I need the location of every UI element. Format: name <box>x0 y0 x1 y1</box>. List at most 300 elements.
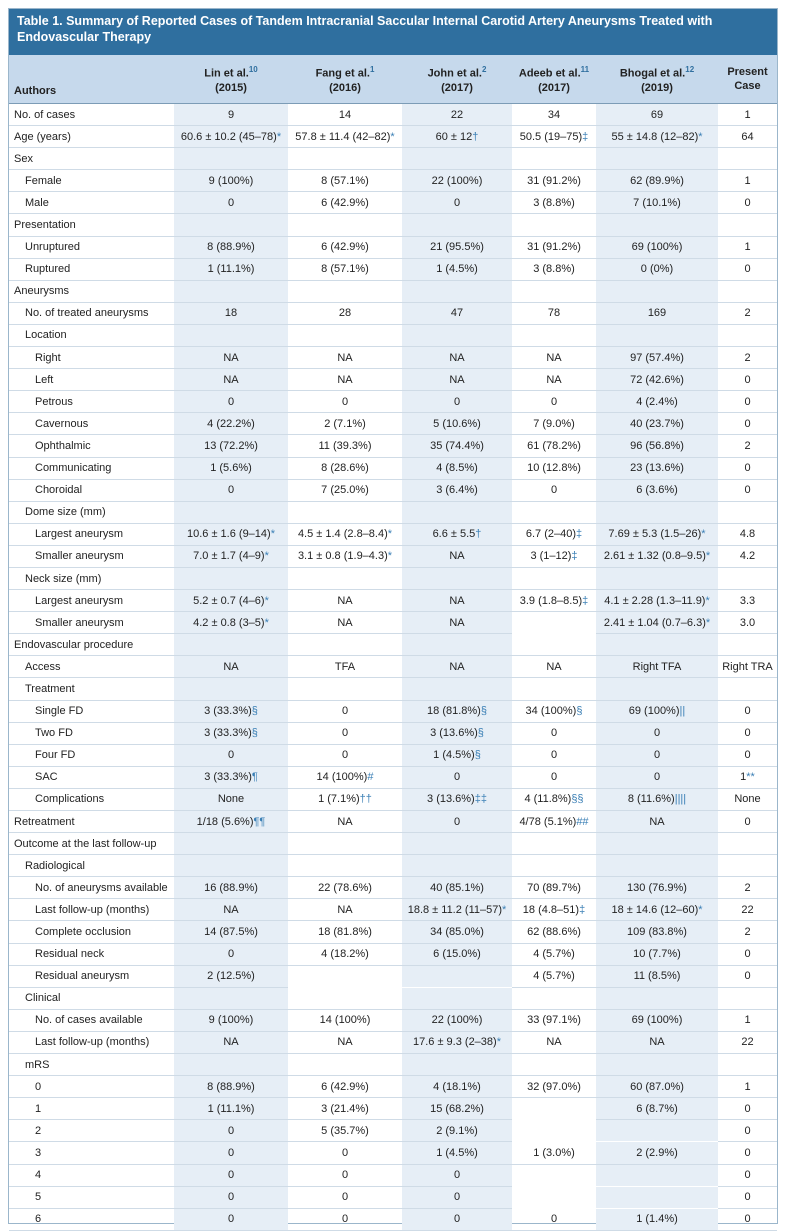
table-cell <box>512 369 596 391</box>
table-cell <box>718 722 777 744</box>
footnote-mark: ¶ <box>251 771 258 784</box>
table-cell <box>174 943 288 965</box>
footnote-mark: ‡ <box>582 130 589 143</box>
table-cell <box>718 435 777 457</box>
cell-value: 8 (88.9%) <box>207 1080 255 1093</box>
cell-value: 62 (89.9%) <box>630 174 684 187</box>
table-cell <box>512 501 596 523</box>
table-cell <box>596 1142 718 1164</box>
table-cell <box>288 413 402 435</box>
table-cell <box>174 634 288 656</box>
table-cell <box>288 192 402 214</box>
table-row <box>9 435 777 457</box>
table-cell <box>174 590 288 612</box>
table-cell <box>596 899 718 921</box>
cell-value: 18 <box>224 307 238 320</box>
table-cell <box>174 302 288 324</box>
footnote-mark: †† <box>359 793 372 806</box>
table-cell <box>174 766 288 788</box>
table-cell <box>718 1142 777 1164</box>
table-cell <box>402 479 512 501</box>
cell-value: TFA <box>334 660 356 673</box>
table-cell <box>174 479 288 501</box>
cell-value: 8 (57.1%) <box>321 174 369 187</box>
table-row <box>9 347 777 369</box>
table-cell <box>596 700 718 722</box>
header-name: Authors <box>14 85 57 97</box>
cell-value: 1 (7.1%) <box>318 793 360 806</box>
table-cell <box>174 811 288 833</box>
cell-value: 2 <box>744 439 751 452</box>
table-cell <box>596 479 718 501</box>
row-label: Left <box>9 369 174 391</box>
cell-value: 0 <box>550 749 558 762</box>
cell-value: NA <box>649 815 665 828</box>
cell-value: 1 (3.0%) <box>533 1146 575 1159</box>
table-cell <box>402 280 512 302</box>
cell-value: 2 (7.1%) <box>324 417 366 430</box>
row-label: Aneurysms <box>9 280 174 302</box>
cell-value: 1 <box>744 1014 751 1027</box>
table-row <box>9 170 777 192</box>
row-label: 1 <box>9 1098 174 1120</box>
table-cell <box>718 612 777 634</box>
table-row <box>9 280 777 302</box>
table-cell <box>402 1142 512 1164</box>
cell-value: 0 <box>744 1213 751 1226</box>
cell-value: 0 <box>744 705 751 718</box>
cell-value: 10.6 ± 1.6 (9–14) <box>187 528 271 541</box>
table-cell <box>512 457 596 479</box>
table-cell <box>718 347 777 369</box>
table-cell <box>512 479 596 501</box>
table-cell <box>596 943 718 965</box>
table-cell <box>596 324 718 346</box>
table-cell <box>718 590 777 612</box>
table-cell <box>288 833 402 855</box>
table-cell <box>596 236 718 258</box>
table-cell <box>174 523 288 545</box>
table-cell <box>174 501 288 523</box>
footnote-mark: § <box>480 705 487 718</box>
cell-value: 130 (76.9%) <box>627 881 687 894</box>
cell-value: Right TFA <box>632 660 682 673</box>
table-cell <box>718 302 777 324</box>
table-cell <box>174 369 288 391</box>
table-cell <box>288 766 402 788</box>
header-year: (2017) <box>441 81 473 94</box>
table-cell <box>174 855 288 877</box>
header-name: Adeeb et al. <box>518 67 581 80</box>
cell-value: 18 (81.8%) <box>318 926 372 939</box>
table-cell <box>596 1164 718 1186</box>
cell-value: NA <box>649 1036 665 1049</box>
table-row <box>9 214 777 236</box>
table-cell <box>288 214 402 236</box>
table-row <box>9 1186 777 1208</box>
cell-value: 3 (33.3%) <box>204 771 252 784</box>
table-cell <box>718 1098 777 1120</box>
cell-value: 1 <box>744 108 751 121</box>
table-cell <box>288 302 402 324</box>
cell-value: 0 <box>744 1169 751 1182</box>
header-ref: 12 <box>685 65 695 75</box>
cell-value: NA <box>337 594 353 607</box>
cell-value: 23 (13.6%) <box>630 462 684 475</box>
cell-value: 1 (4.5%) <box>436 1146 478 1159</box>
cell-value: 0 <box>550 727 558 740</box>
table-cell <box>402 545 512 567</box>
table-cell <box>596 855 718 877</box>
footnote-mark: * <box>264 616 269 629</box>
table-cell <box>596 523 718 545</box>
cell-value: 7.69 ± 5.3 (1.5–26) <box>608 528 702 541</box>
cell-value: 1 <box>744 174 751 187</box>
cell-value: 0 <box>744 417 751 430</box>
table-cell <box>174 280 288 302</box>
cell-value: 8 (88.9%) <box>207 241 255 254</box>
cell-value: 6.7 (2–40) <box>525 528 577 541</box>
header-year: (2017) <box>538 81 570 94</box>
cell-value: 0 <box>453 771 461 784</box>
cell-value: 7 (10.1%) <box>633 196 681 209</box>
table-row <box>9 766 777 788</box>
table-cell <box>512 104 596 126</box>
table-cell <box>402 567 512 589</box>
table-cell <box>174 987 288 1009</box>
cell-value: 0 <box>227 1124 235 1137</box>
cell-value: 18 (81.8%) <box>427 705 481 718</box>
cell-value: 0 <box>453 815 461 828</box>
table-cell <box>174 833 288 855</box>
cell-value: 0 <box>341 1213 349 1226</box>
table-row <box>9 744 777 766</box>
table-row <box>9 1120 777 1142</box>
footnote-mark: * <box>264 594 269 607</box>
table-cell <box>402 722 512 744</box>
table-cell <box>718 1164 777 1186</box>
table-cell <box>174 612 288 634</box>
cell-value: 1 (11.1%) <box>207 263 255 276</box>
cell-value: 2 (12.5%) <box>207 970 255 983</box>
table-cell <box>512 280 596 302</box>
cell-value: 60.6 ± 10.2 (45–78) <box>180 130 277 143</box>
table-cell <box>512 722 596 744</box>
table-cell <box>596 1208 718 1230</box>
cell-value: 0 <box>453 1213 461 1226</box>
cell-value: 62 (88.6%) <box>527 926 581 939</box>
table-cell <box>402 1031 512 1053</box>
table-cell <box>402 413 512 435</box>
cell-value: 0 <box>227 484 235 497</box>
cell-value: 5.2 ± 0.7 (4–6) <box>193 594 265 607</box>
table-cell <box>402 324 512 346</box>
table-cell <box>288 987 402 1009</box>
row-label: 2 <box>9 1120 174 1142</box>
table-cell <box>596 833 718 855</box>
row-label: Four FD <box>9 744 174 766</box>
cell-value: 6 (8.7%) <box>636 1102 678 1115</box>
footnote-mark: ‡ <box>571 550 578 563</box>
cell-value: 4 (18.2%) <box>321 948 369 961</box>
cell-value: 4 (5.7%) <box>533 970 575 983</box>
row-label: Radiological <box>9 855 174 877</box>
table-cell <box>288 788 402 810</box>
table-cell <box>402 1164 512 1186</box>
table-cell <box>402 1208 512 1230</box>
table-cell <box>512 987 596 1009</box>
table-row <box>9 236 777 258</box>
table-cell <box>288 943 402 965</box>
cell-value: 34 (85.0%) <box>430 926 484 939</box>
table-cell <box>718 104 777 126</box>
table-cell <box>174 236 288 258</box>
table-cell <box>512 413 596 435</box>
cell-value: 78 <box>547 307 561 320</box>
row-label: No. of cases <box>9 104 174 126</box>
cell-value: 14 <box>338 108 352 121</box>
row-label: Access <box>9 656 174 678</box>
table-cell <box>402 612 512 634</box>
table-cell <box>596 1076 718 1098</box>
footnote-mark: § <box>251 705 258 718</box>
table-cell <box>402 656 512 678</box>
footnote-mark: § <box>251 727 258 740</box>
cell-value: NA <box>223 373 239 386</box>
cell-value: 9 (100%) <box>208 174 254 187</box>
table-cell <box>402 788 512 810</box>
table-cell <box>288 457 402 479</box>
table-row <box>9 833 777 855</box>
table-cell <box>402 347 512 369</box>
row-label: Location <box>9 324 174 346</box>
table-cell <box>718 413 777 435</box>
table-cell <box>174 1098 288 1120</box>
cell-value: 2 <box>744 307 751 320</box>
table-cell <box>718 700 777 722</box>
table-cell <box>596 877 718 899</box>
table-cell <box>288 567 402 589</box>
row-label: Largest aneurysm <box>9 590 174 612</box>
row-label: Last follow-up (months) <box>9 1031 174 1053</box>
table-cell <box>718 1031 777 1053</box>
table-cell <box>174 324 288 346</box>
table-cell <box>402 766 512 788</box>
table-cell <box>174 899 288 921</box>
table-cell <box>288 700 402 722</box>
table-cell <box>288 1164 402 1186</box>
table-cell <box>174 1054 288 1076</box>
table-cell <box>288 391 402 413</box>
table-cell <box>718 324 777 346</box>
footnote-mark: ‡ <box>579 903 586 916</box>
footnote-mark: † <box>475 528 482 541</box>
table-cell <box>288 347 402 369</box>
table-cell <box>512 634 596 656</box>
row-label: Last follow-up (months) <box>9 899 174 921</box>
table-cell <box>718 214 777 236</box>
cell-value: 2 <box>744 351 751 364</box>
cell-value: 0 <box>341 705 349 718</box>
row-label: Complications <box>9 788 174 810</box>
table-cell <box>718 236 777 258</box>
header-ref: 2 <box>481 65 487 75</box>
table-cell <box>402 501 512 523</box>
table-cell <box>718 479 777 501</box>
cell-value: 4 (5.7%) <box>533 948 575 961</box>
table-cell <box>288 1031 402 1053</box>
table-cell <box>596 280 718 302</box>
cell-value: 70 (89.7%) <box>527 881 581 894</box>
summary-table <box>9 55 777 1231</box>
cell-value: 3.1 ± 0.8 (1.9–4.3) <box>297 550 388 563</box>
table-cell <box>718 545 777 567</box>
table-cell <box>174 567 288 589</box>
table-cell <box>174 1164 288 1186</box>
table-cell <box>288 656 402 678</box>
cell-value: 0 <box>453 196 461 209</box>
table-cell <box>402 1186 512 1208</box>
table-cell <box>402 104 512 126</box>
cell-value: 0 <box>227 1169 235 1182</box>
cell-value: NA <box>449 594 465 607</box>
cell-value: 0 <box>744 263 751 276</box>
header-study <box>402 55 512 104</box>
cell-value: 4.2 ± 0.8 (3–5) <box>193 616 265 629</box>
cell-value: 3.0 <box>739 616 756 629</box>
cell-value: 9 <box>227 108 235 121</box>
table-row <box>9 567 777 589</box>
cell-value: 0 <box>744 395 751 408</box>
header-year: (2019) <box>641 81 673 94</box>
footnote-mark: * <box>698 130 703 143</box>
table-cell <box>596 369 718 391</box>
footnote-mark: * <box>502 903 507 916</box>
cell-value: 0 <box>341 395 349 408</box>
table-cell <box>288 258 402 280</box>
table-row <box>9 811 777 833</box>
table-cell <box>402 236 512 258</box>
table-cell <box>512 1186 596 1208</box>
table-cell <box>596 457 718 479</box>
table-cell <box>596 413 718 435</box>
table-cell <box>288 634 402 656</box>
table-cell <box>512 811 596 833</box>
table-cell <box>718 766 777 788</box>
cell-value: 6 (42.9%) <box>321 196 369 209</box>
table-cell <box>288 126 402 148</box>
header-name: John et al. <box>427 67 482 80</box>
table-cell <box>512 1164 596 1186</box>
cell-value: 35 (74.4%) <box>430 439 484 452</box>
cell-value: 0 <box>744 815 751 828</box>
cell-value: 18 (4.8–51) <box>522 903 580 916</box>
cell-value: 8 (28.6%) <box>321 462 369 475</box>
cell-value: NA <box>546 660 562 673</box>
cell-value: NA <box>223 351 239 364</box>
table-row <box>9 1031 777 1053</box>
cell-value: 13 (72.2%) <box>204 439 258 452</box>
table-cell <box>402 258 512 280</box>
cell-value: 0 <box>744 373 751 386</box>
cell-value: 60 (87.0%) <box>630 1080 684 1093</box>
row-label: 4 <box>9 1164 174 1186</box>
footnote-mark: * <box>387 528 393 541</box>
cell-value: None <box>734 793 761 806</box>
header-study <box>512 55 596 104</box>
row-label: Clinical <box>9 987 174 1009</box>
table-cell <box>512 612 596 634</box>
table-cell <box>512 788 596 810</box>
table-cell <box>718 656 777 678</box>
table-cell <box>402 435 512 457</box>
cell-value: 3.9 (1.8–8.5) <box>519 594 583 607</box>
table-cell <box>512 148 596 170</box>
footnote-mark: ## <box>576 815 589 828</box>
table-row <box>9 987 777 1009</box>
table-cell <box>174 545 288 567</box>
footnote-mark: § <box>576 705 583 718</box>
row-label: Age (years) <box>9 126 174 148</box>
cell-value: 6.6 ± 5.5 <box>432 528 476 541</box>
table-cell <box>512 1098 596 1120</box>
table-row <box>9 965 777 987</box>
row-label: Single FD <box>9 700 174 722</box>
table-cell <box>288 678 402 700</box>
cell-value: 3 (8.8%) <box>533 196 575 209</box>
footnote-mark: * <box>390 130 395 143</box>
table-cell <box>596 722 718 744</box>
table-cell <box>512 192 596 214</box>
cell-value: 14 (100%) <box>316 771 368 784</box>
row-label: Smaller aneurysm <box>9 612 174 634</box>
table-cell <box>402 678 512 700</box>
cell-value: 50.5 (19–75) <box>519 130 583 143</box>
cell-value: 69 <box>650 108 664 121</box>
table-row <box>9 899 777 921</box>
table-cell <box>402 943 512 965</box>
cell-value: 0 <box>744 1102 751 1115</box>
table-cell <box>596 811 718 833</box>
cell-value: 3 (33.3%) <box>204 727 252 740</box>
cell-value: NA <box>337 903 353 916</box>
table-cell <box>402 811 512 833</box>
table-cell <box>402 634 512 656</box>
table-cell <box>512 126 596 148</box>
cell-value: 1/18 (5.6%) <box>196 815 254 828</box>
table-cell <box>174 1186 288 1208</box>
table-cell <box>512 1031 596 1053</box>
table-cell <box>718 744 777 766</box>
table-cell <box>596 921 718 943</box>
cell-value: NA <box>337 616 353 629</box>
row-label: Residual neck <box>9 943 174 965</box>
table-cell <box>512 744 596 766</box>
row-label: Dome size (mm) <box>9 501 174 523</box>
table-cell <box>512 258 596 280</box>
table-cell <box>174 104 288 126</box>
table-cell <box>288 877 402 899</box>
table-cell <box>512 899 596 921</box>
table-cell <box>288 501 402 523</box>
cell-value: 97 (57.4%) <box>630 351 684 364</box>
cell-value: NA <box>546 373 562 386</box>
cell-value: 9 (100%) <box>208 1014 254 1027</box>
cell-value: NA <box>546 351 562 364</box>
footnote-mark: * <box>270 528 275 541</box>
row-label: Presentation <box>9 214 174 236</box>
table-row <box>9 877 777 899</box>
